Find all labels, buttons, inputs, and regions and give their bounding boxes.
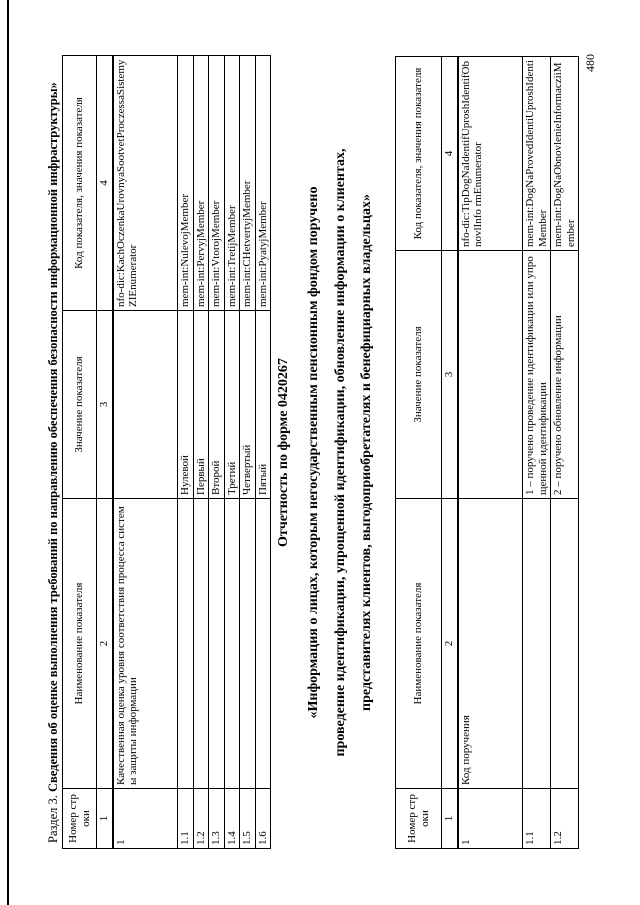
row-value: Четвертый [240, 311, 256, 499]
row-code: nfo-dic:TipDogNaIdentifUproshIdentifObnovlInfo rmEnumerator [458, 57, 523, 251]
report-subtitle-line: представителях клиентов, выгодоприобретателях и бенефициарных владельцах» [359, 194, 374, 711]
table-row [551, 57, 579, 849]
row-value: Третий [224, 311, 240, 499]
table-row [458, 57, 523, 849]
column-number: 3 [97, 311, 113, 499]
row-value: 2 – поручено обновление информации [551, 251, 579, 499]
row-code: mem-int:PervyjMember [193, 56, 209, 311]
row-code: mem-int:CHetvertyjMember [240, 56, 256, 311]
page-number: 480 [583, 54, 597, 72]
header-cell: Наименование показателя [396, 499, 442, 789]
row-name [240, 499, 256, 789]
table-row [193, 56, 209, 849]
row-code: nfo-dic:KachOczenkaUrovnyaSootvetProczessaSistemyZIEnumerator [113, 56, 178, 311]
report-subtitle-line: «Информация о лицах, которым негосударственным пенсионным фондом поручено [306, 186, 321, 719]
row-value [113, 311, 178, 499]
section-title [46, 43, 61, 843]
table-row [209, 56, 225, 849]
column-number: 2 [442, 499, 458, 789]
header-cell: Номер строки [63, 789, 97, 849]
row-code: mem-int:DogNaObnovlenieInformacziiMember [551, 57, 579, 251]
table-row [178, 56, 194, 849]
row-code: mem-int:NulevojMember [178, 56, 194, 311]
row-name [255, 499, 271, 789]
table-row [255, 56, 271, 849]
column-number: 4 [97, 56, 113, 311]
row-name: Код поручения [458, 499, 523, 789]
column-number: 1 [97, 789, 113, 849]
row-number: 1.5 [240, 789, 256, 849]
table-row [523, 57, 551, 849]
row-number: 1.1 [523, 789, 551, 849]
row-number: 1.1 [178, 789, 194, 849]
row-name [209, 499, 225, 789]
header-cell: Код показателя, значения показателя [63, 56, 97, 311]
table-row [240, 56, 256, 849]
column-number-row [442, 57, 458, 849]
header-cell: Значение показателя [63, 311, 97, 499]
row-name [523, 499, 551, 789]
row-code: mem-int:DogNaProvedIdentiUproshIdentiMember [523, 57, 551, 251]
row-value: Первый [193, 311, 209, 499]
section-heading: Сведения об оценке выполнения требований по направлению обеспечения безопасности информационной инфраструктуры» [46, 82, 60, 793]
header-cell: Код показателя, значения показателя [396, 57, 442, 251]
row-value [458, 251, 523, 499]
row-name: Качественная оценка уровня соответствия процесса системы защиты информации [113, 499, 178, 789]
table-row [224, 56, 240, 849]
row-number: 1.2 [551, 789, 579, 849]
header-cell: Номер строки [396, 789, 442, 849]
row-value: Второй [209, 311, 225, 499]
header-cell: Значение показателя [396, 251, 442, 499]
row-number: 1.2 [193, 789, 209, 849]
report-title: Отчетность по форме 0420267 [276, 358, 291, 547]
report-subtitle-line: проведение идентификации, упрощенной идентификации, обновление информации о клиентах, [333, 148, 348, 757]
row-value: 1 – поручено проведение идентификации или упрощенной идентификации [523, 251, 551, 499]
row-number: 1.3 [209, 789, 225, 849]
row-name [551, 499, 579, 789]
table-row [113, 56, 178, 849]
column-number: 4 [442, 57, 458, 251]
row-number: 1 [458, 789, 523, 849]
report-table [395, 56, 579, 849]
row-name [193, 499, 209, 789]
section-prefix: Раздел 3. [46, 795, 60, 843]
table-header-row [63, 56, 97, 849]
row-code: mem-int:PyatyjMember [255, 56, 271, 311]
row-number: 1.4 [224, 789, 240, 849]
row-code: mem-int:TretijMember [224, 56, 240, 311]
column-number-row [97, 56, 113, 849]
row-name [178, 499, 194, 789]
row-code: mem-int:VtorojMember [209, 56, 225, 311]
row-name [224, 499, 240, 789]
header-cell: Наименование показателя [63, 499, 97, 789]
table-header-row [396, 57, 442, 849]
row-value: Нулевой [178, 311, 194, 499]
row-value: Пятый [255, 311, 271, 499]
column-number: 2 [97, 499, 113, 789]
row-number: 1.6 [255, 789, 271, 849]
section3-table [62, 55, 271, 849]
column-number: 1 [442, 789, 458, 849]
column-number: 3 [442, 251, 458, 499]
row-number: 1 [113, 789, 178, 849]
